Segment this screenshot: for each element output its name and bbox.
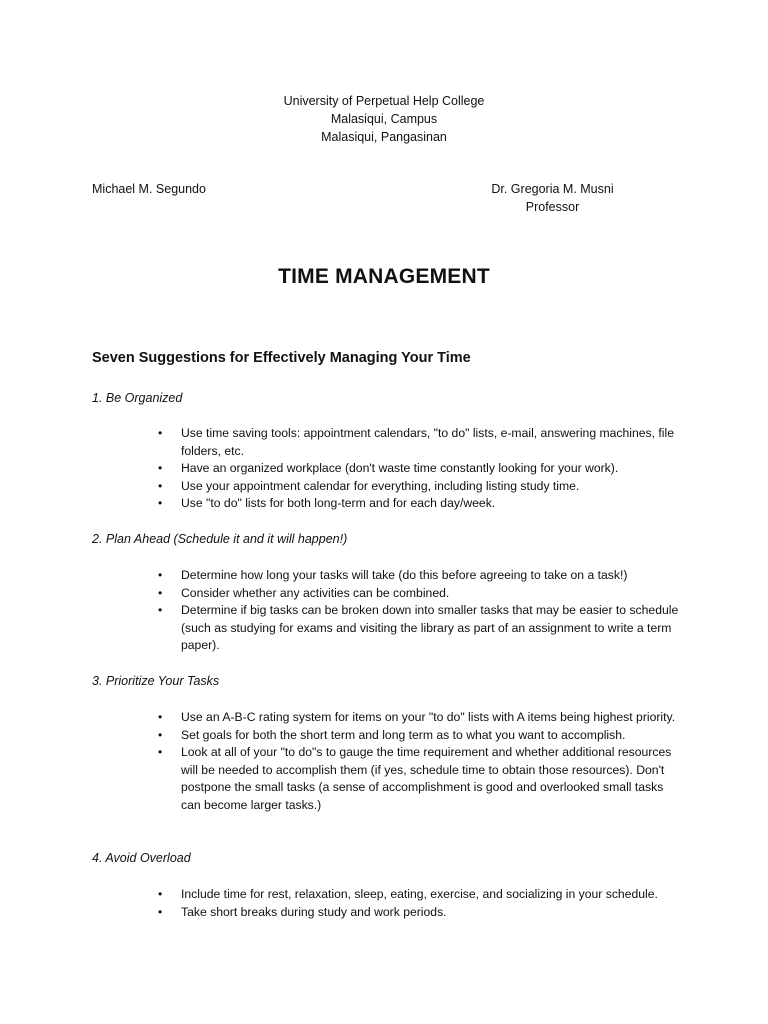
section-heading-be-organized: 1. Be Organized <box>92 391 183 405</box>
bullet-icon: • <box>158 727 163 742</box>
list-item <box>0 460 681 478</box>
section-list-plan-ahead <box>0 567 768 655</box>
list-item-text: Have an organized workplace (don't waste time constantly looking for your work). <box>181 461 619 476</box>
bullet-icon: • <box>158 904 163 919</box>
bullet-icon: • <box>158 568 163 582</box>
list-item <box>0 727 681 745</box>
list-item <box>0 478 681 496</box>
bullet-icon: • <box>158 887 163 901</box>
bullet-icon: • <box>158 478 163 493</box>
section-list-prioritize <box>0 709 768 815</box>
section-heading-plan-ahead: 2. Plan Ahead (Schedule it and it will happen!) <box>92 532 348 546</box>
professor-name: Dr. Gregoria M. Musni <box>491 182 614 196</box>
bullet-icon: • <box>158 603 163 618</box>
list-item-text: Include time for rest, relaxation, sleep, eating, exercise, and socializing in your schedule. <box>181 887 658 901</box>
campus-location: Malasiqui, Pangasinan <box>321 130 447 144</box>
list-item <box>0 602 681 655</box>
document-subtitle: Seven Suggestions for Effectively Managing Your Time <box>92 350 471 366</box>
section-list-avoid-overload <box>0 886 768 921</box>
list-item-text: Use an A-B-C rating system for items on your "to do" lists with A items being highest priority. <box>181 710 676 724</box>
section-heading-prioritize: 3. Prioritize Your Tasks <box>92 674 220 688</box>
list-item <box>0 567 681 585</box>
document-title: TIME MANAGEMENT <box>278 265 490 288</box>
bullet-icon: • <box>158 710 163 724</box>
list-item-text: Determine how long your tasks will take (do this before agreeing to take on a task!) <box>181 568 628 582</box>
list-item <box>0 585 681 603</box>
institution-name: University of Perpetual Help College <box>283 94 485 108</box>
section-heading-avoid-overload: 4. Avoid Overload <box>92 851 191 865</box>
list-item-text: Use time saving tools: appointment calendars, "to do" lists, e-mail, answering machines, file folders, etc. <box>181 426 674 458</box>
bullet-icon: • <box>158 461 163 476</box>
bullet-icon: • <box>158 496 163 511</box>
author-name: Michael M. Segundo <box>92 182 206 196</box>
bullet-icon: • <box>158 426 163 440</box>
campus-name: Malasiqui, Campus <box>330 112 438 126</box>
professor-role: Professor <box>525 200 580 214</box>
bullet-icon: • <box>158 745 163 760</box>
list-item-text: Use your appointment calendar for everything, including listing study time. <box>181 478 580 493</box>
list-item-text: Take short breaks during study and work periods. <box>181 904 447 919</box>
list-item-text: Determine if big tasks can be broken down into smaller tasks that may be easier to schedule (such as studying for exams and visiting the library as part of an assignment to write a term paper). <box>181 603 679 653</box>
list-item <box>0 904 681 922</box>
list-item <box>0 744 681 814</box>
institution-header <box>0 92 768 146</box>
section-list-be-organized <box>0 425 768 513</box>
list-item-text: Set goals for both the short term and long term as to what you want to accomplish. <box>181 727 626 742</box>
list-item-text: Look at all of your "to do"s to gauge the time requirement and whether additional resources will be needed to accomplish them (if yes, schedule time to obtain those resources). Don't postpone the small tasks (a sense of accomplishment is good and overlooked small tasks can become larger tasks.) <box>181 745 672 812</box>
bullet-icon: • <box>158 585 163 600</box>
list-item-text: Use "to do" lists for both long-term and for each day/week. <box>181 496 496 511</box>
list-item-text: Consider whether any activities can be combined. <box>181 585 450 600</box>
professor-block <box>470 180 635 216</box>
list-item <box>0 709 681 727</box>
list-item <box>0 886 681 904</box>
list-item <box>0 425 681 460</box>
list-item <box>0 495 681 513</box>
